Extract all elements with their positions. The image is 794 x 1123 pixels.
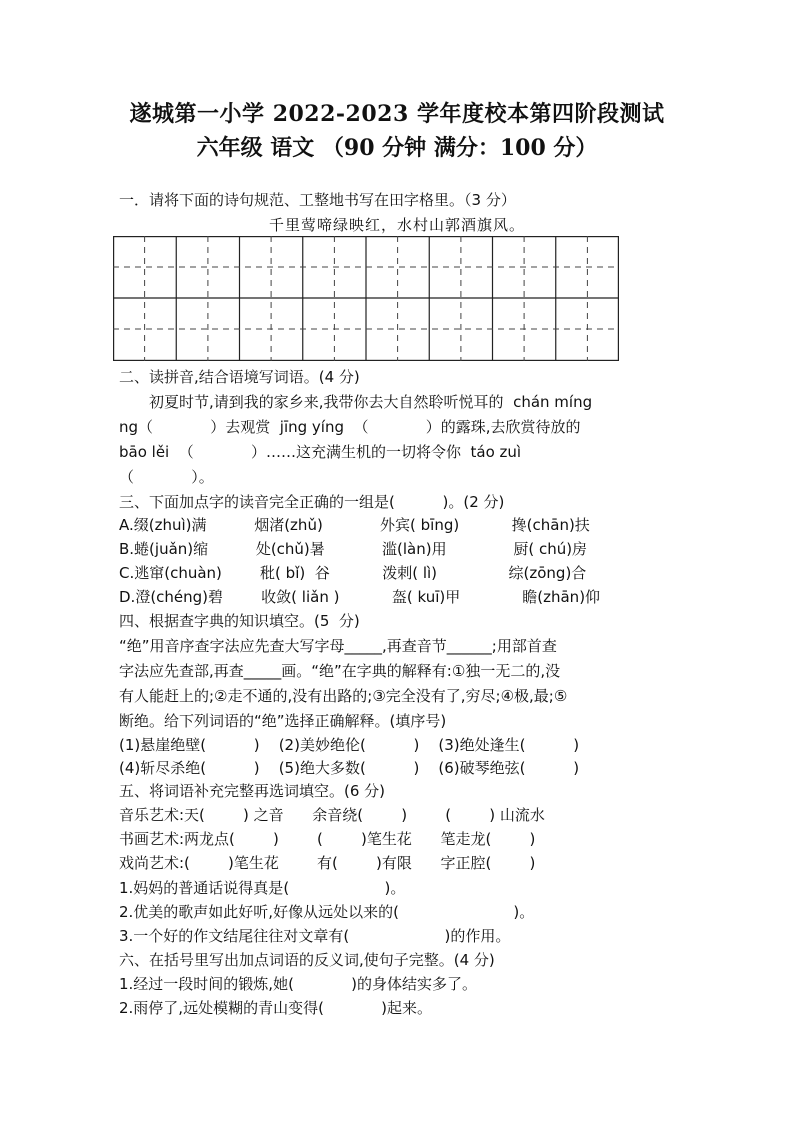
- q2-passage-line[interactable]: ng（ ）去观赏 jīng yíng （ ）的露珠,去欣赏待放的: [119, 418, 581, 436]
- q2-passage-line[interactable]: bāo lěi （ ）……这充满生机的一切将令你 táo zuì: [119, 443, 522, 461]
- q3-option-c: C.逃窜(chuàn) 秕( bǐ) 谷 泼剌( lì) 综(zōng)合: [119, 564, 587, 582]
- q2-passage-line: 初夏时节,请到我的家乡来,我带你去大自然聆听悦耳的 chán míng: [119, 393, 593, 411]
- q6-sentence[interactable]: 2.雨停了,远处模糊的青山变得( )起来。: [119, 999, 433, 1017]
- q4-heading: 四、根据查字典的知识填空。(5 分): [119, 612, 360, 630]
- q5-row-opera[interactable]: 戏尚艺术:( )笔生花 有( )有限 字正腔( ): [119, 854, 536, 872]
- q5-row-music[interactable]: 音乐艺术:天( ) 之音 余音绕( ) ( ) 山流水: [119, 806, 545, 824]
- q3-option-d: D.澄(chéng)碧 收敛( liǎn ) 盔( kuī)甲 瞻(zhān)仰: [119, 588, 601, 606]
- q5-sentence[interactable]: 1.妈妈的普通话说得真是( )。: [119, 879, 406, 897]
- q4-passage-line: 断绝。给下列词语的“绝”选择正确解释。(填序号): [119, 712, 447, 730]
- q2-heading: 二、读拼音,结合语境写词语。(4 分): [119, 368, 360, 386]
- q5-sentence[interactable]: 3.一个好的作文结尾往往对文章有( )的作用。: [119, 927, 511, 945]
- exam-subtitle: 六年级 语文 （90 分钟 满分：100 分）: [196, 135, 598, 161]
- q3-option-b: B.蜷(juǎn)缩 处(chǔ)暑 滥(làn)用 厨( chú)房: [119, 540, 588, 558]
- q1-poem: 千里莺啼绿映红，水村山郭酒旗风。: [268, 216, 525, 234]
- q6-heading: 六、在括号里写出加点词语的反义词,使句子完整。(4 分): [119, 951, 495, 969]
- q2-passage-line[interactable]: （ ）。: [119, 468, 214, 486]
- q3-option-a: A.缀(zhuì)满 烟渚(zhǔ) 外宾( bīng) 搀(chān)扶: [119, 516, 590, 534]
- q4-passage-line[interactable]: “绝”用音序查字法应先查大写字母_____,再查音节______;用部首查: [119, 637, 557, 655]
- q5-heading: 五、将词语补充完整再选词填空。(6 分): [119, 782, 386, 800]
- q5-row-painting[interactable]: 书画艺术:两龙点( ) ( )笔生花 笔走龙( ): [119, 830, 536, 848]
- q5-sentence[interactable]: 2.优美的歌声如此好听,好像从远处以来的( )。: [119, 903, 535, 921]
- q6-sentence[interactable]: 1.经过一段时间的锻炼,她( )的身体结实多了。: [119, 975, 478, 993]
- q4-items-row[interactable]: (1)悬崖绝壁( ) (2)美妙绝伦( ) (3)绝处逢生( ): [119, 736, 580, 754]
- q1-heading: 一．请将下面的诗句规范、工整地书写在田字格里。（3 分）: [119, 191, 516, 209]
- q4-items-row[interactable]: (4)斩尽杀绝( ) (5)绝大多数( ) (6)破琴绝弦( ): [119, 759, 580, 777]
- q4-passage-line: 有人能赶上的;②走不通的,没有出路的;③完全没有了,穷尽;④极,最;⑤: [119, 687, 568, 705]
- q3-heading[interactable]: 三、下面加点字的读音完全正确的一组是( )。(2 分): [119, 493, 505, 511]
- exam-title: 遂城第一小学 2022-2023 学年度校本第四阶段测试: [129, 101, 665, 127]
- q4-passage-line[interactable]: 字法应先查部,再查_____画。“绝”在字典的解释有:①独一无二的,没: [119, 662, 561, 680]
- tianzige-grid[interactable]: [113, 236, 619, 361]
